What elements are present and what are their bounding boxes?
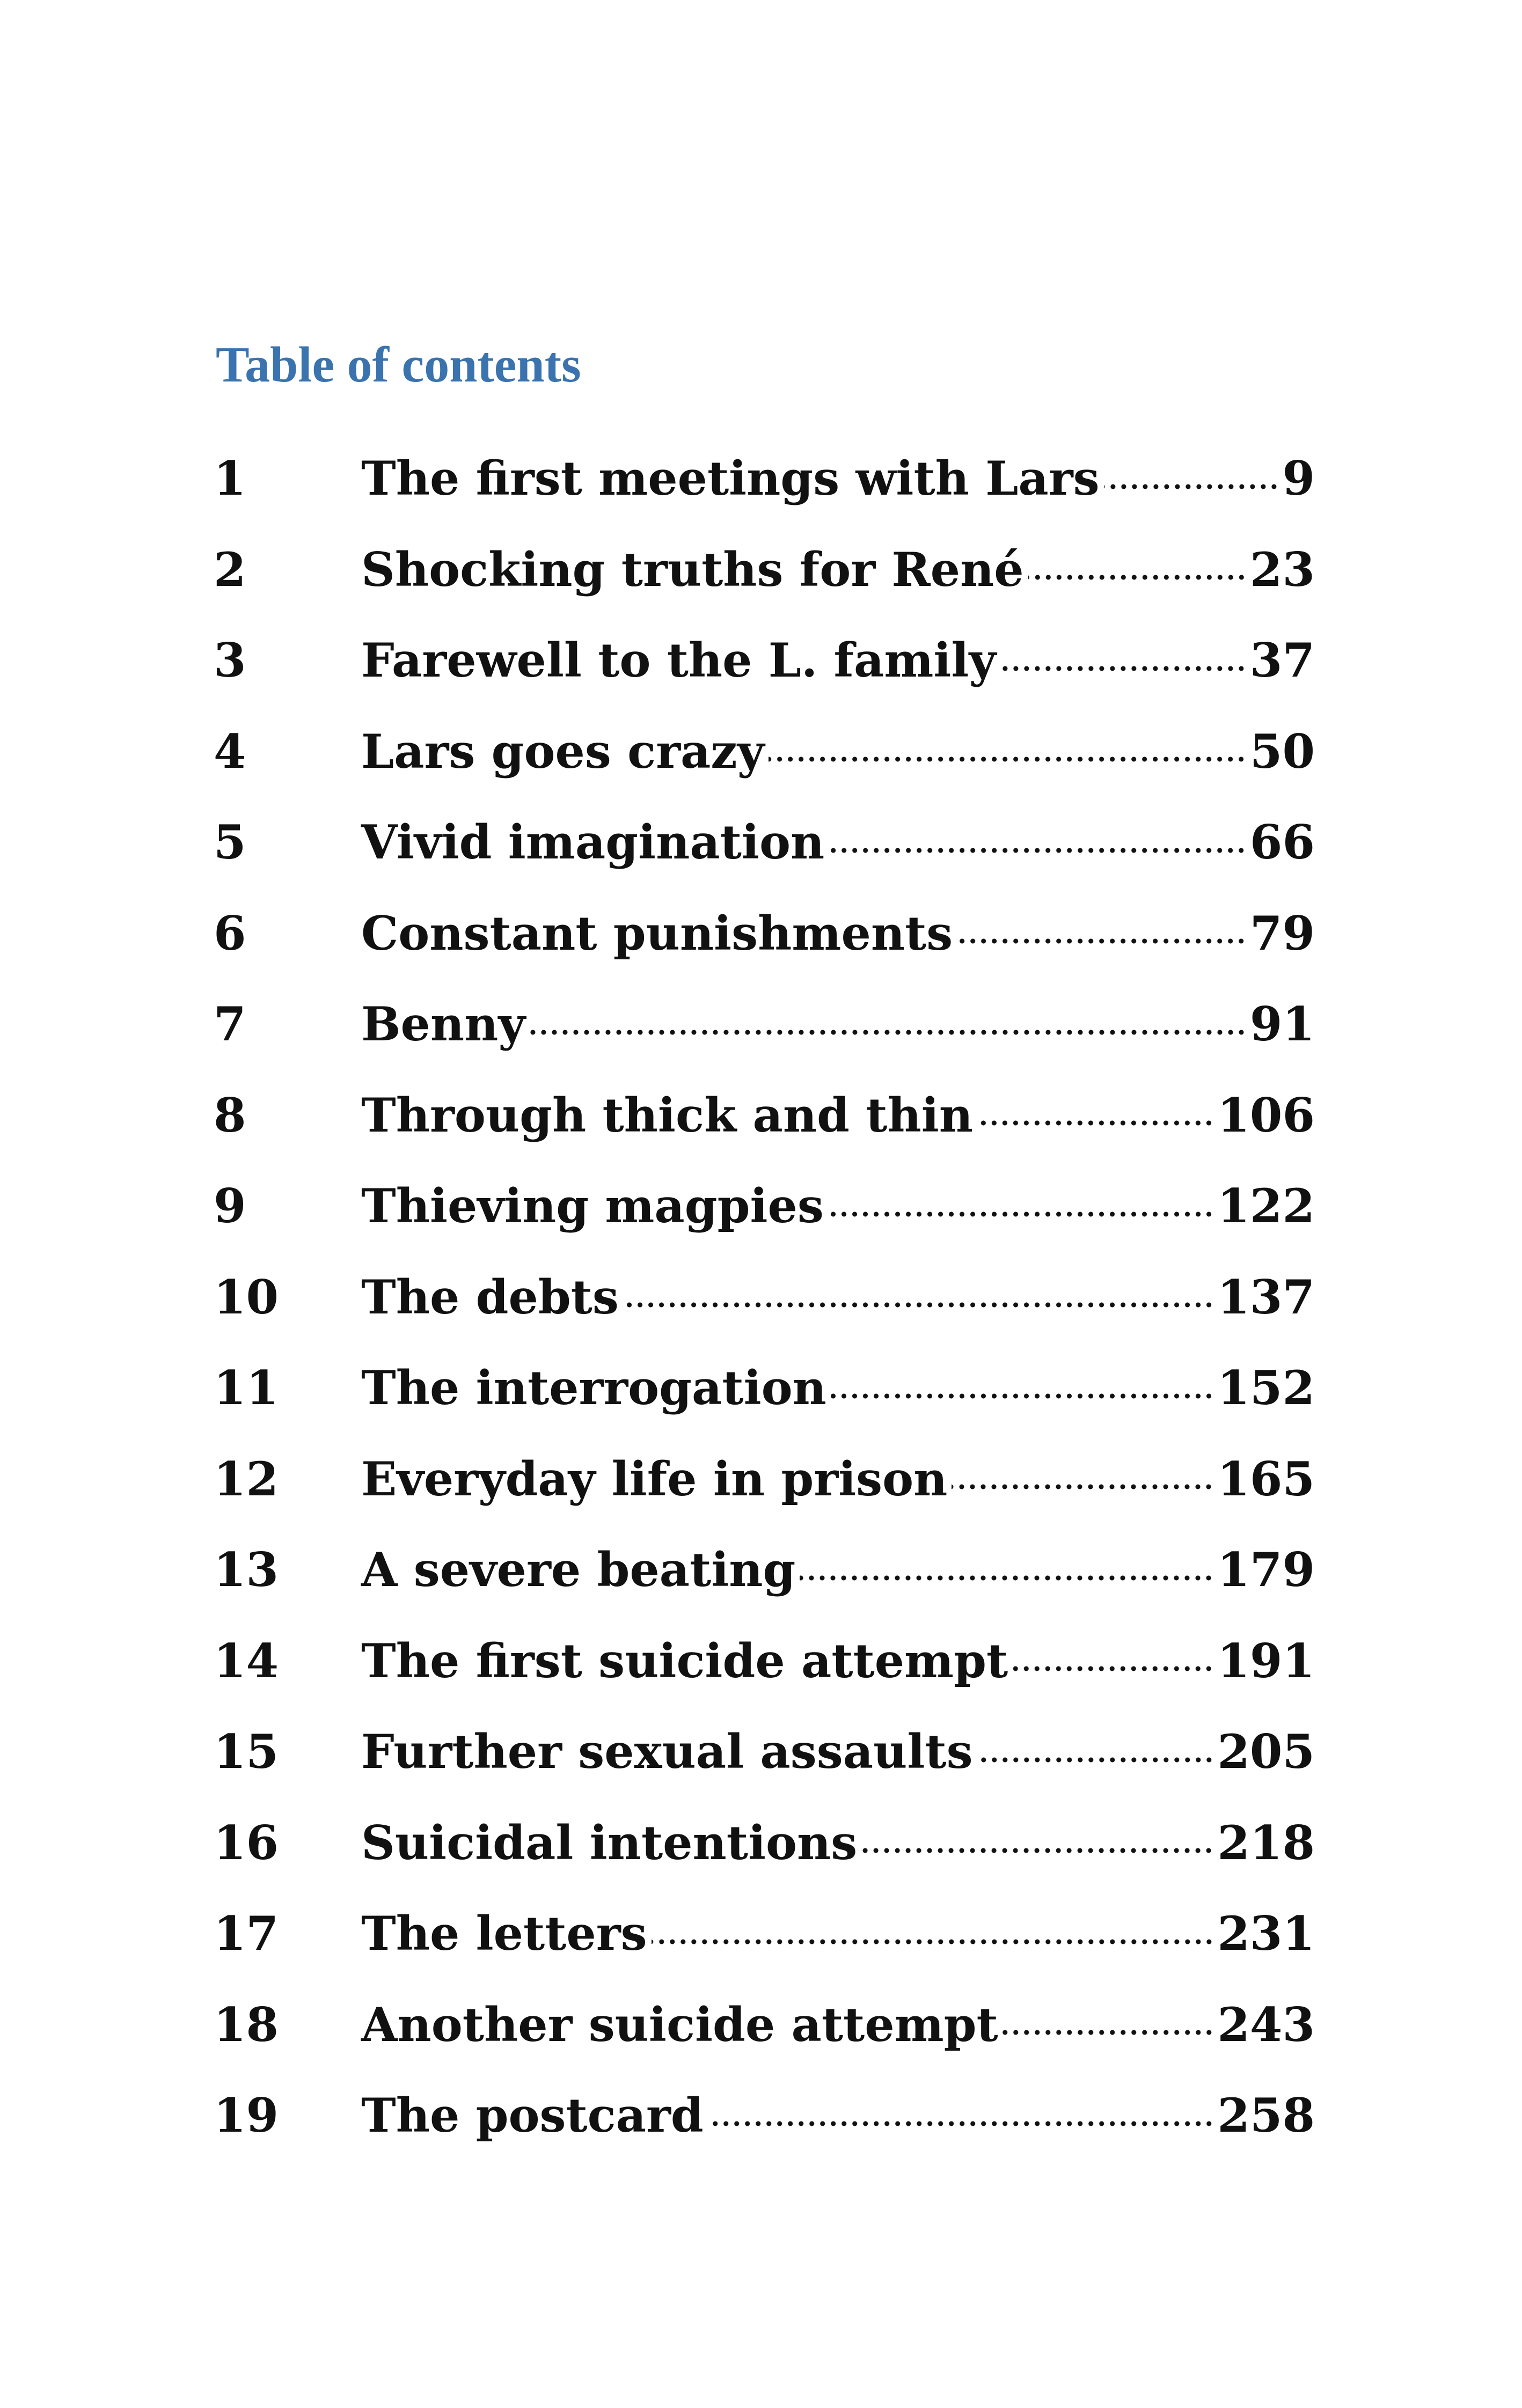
toc-entry-title: The first suicide attempt (361, 1633, 1008, 1688)
toc-entry-number: 14 (214, 1633, 279, 1688)
toc-entry-number: 10 (214, 1269, 279, 1325)
toc-entry-title: Further sexual assaults (361, 1724, 973, 1780)
toc-entry-title: Another suicide attempt (361, 1996, 998, 2052)
toc-dot-leader (708, 2121, 1214, 2126)
toc-entry-number: 2 (214, 541, 246, 597)
toc-entry-number: 7 (214, 996, 246, 1052)
toc-entry-number: 13 (214, 1542, 279, 1598)
toc-entry-page-number: 218 (1217, 1815, 1315, 1870)
toc-entry-title: Vivid imagination (361, 814, 825, 870)
toc-entry-number: 12 (214, 1451, 279, 1507)
toc-entry-title: Farewell to the L. family (361, 633, 997, 688)
toc-entry[interactable] (214, 1616, 1315, 1707)
toc-entry[interactable] (214, 2070, 1315, 2161)
toc-entry[interactable] (214, 524, 1315, 615)
toc-entry[interactable] (214, 1888, 1315, 1979)
toc-dot-leader (977, 1120, 1214, 1126)
toc-entry[interactable] (214, 1252, 1315, 1343)
toc-entry-number: 6 (214, 905, 246, 961)
toc-dot-leader (623, 1302, 1214, 1308)
toc-entry-title: Suicidal intentions (361, 1815, 858, 1870)
toc-entry-page-number: 191 (1217, 1633, 1315, 1688)
toc-entry[interactable] (214, 1161, 1315, 1252)
toc-entry-page-number: 37 (1249, 633, 1315, 688)
toc-entry[interactable] (214, 888, 1315, 979)
toc-entry[interactable] (214, 433, 1315, 524)
toc-list (214, 433, 1315, 2161)
toc-entry-title: The letters (361, 1906, 647, 1962)
toc-dot-leader (1028, 575, 1247, 580)
toc-entry-page-number: 258 (1217, 2088, 1315, 2143)
toc-dot-leader (800, 1575, 1214, 1581)
toc-entry-number: 11 (214, 1360, 279, 1416)
toc-dot-leader (952, 1484, 1214, 1489)
toc-entry[interactable] (214, 706, 1315, 797)
toc-entry-title: The first meetings with Lars (361, 451, 1100, 506)
toc-entry[interactable] (214, 1797, 1315, 1889)
toc-entry[interactable] (214, 1434, 1315, 1525)
toc-entry-page-number: 243 (1217, 1996, 1315, 2052)
toc-entry-title: Shocking truths for René (361, 541, 1024, 597)
toc-entry[interactable] (214, 979, 1315, 1070)
toc-heading: Table of contents (216, 337, 581, 393)
toc-entry-number: 16 (214, 1815, 279, 1870)
toc-entry-page-number: 106 (1217, 1087, 1315, 1143)
toc-entry-page-number: 137 (1217, 1269, 1315, 1325)
toc-entry-page-number: 23 (1249, 541, 1315, 597)
toc-entry-title: Through thick and thin (361, 1087, 974, 1143)
toc-dot-leader (828, 1212, 1214, 1217)
toc-entry-page-number: 122 (1217, 1178, 1315, 1234)
toc-entry-title: A severe beating (361, 1542, 796, 1598)
toc-dot-leader (861, 1848, 1214, 1853)
toc-dot-leader (831, 1393, 1214, 1399)
toc-entry-number: 4 (214, 723, 246, 779)
toc-entry[interactable] (214, 615, 1315, 706)
toc-entry-title: Everyday life in prison (361, 1451, 948, 1507)
toc-entry-number: 15 (214, 1724, 279, 1780)
toc-entry[interactable] (214, 1979, 1315, 2071)
toc-entry[interactable] (214, 1524, 1315, 1616)
toc-entry-number: 3 (214, 633, 246, 688)
toc-entry-number: 8 (214, 1087, 246, 1143)
toc-dot-leader (1104, 484, 1279, 489)
toc-dot-leader (1012, 1666, 1214, 1671)
toc-dot-leader (530, 1030, 1247, 1035)
toc-entry[interactable] (214, 1070, 1315, 1161)
toc-entry-number: 18 (214, 1996, 279, 2052)
toc-entry-page-number: 231 (1217, 1906, 1315, 1962)
toc-entry-page-number: 152 (1217, 1360, 1315, 1416)
toc-entry-number: 9 (214, 1178, 246, 1234)
toc-entry-number: 1 (214, 451, 246, 506)
toc-dot-leader (829, 848, 1247, 853)
toc-entry-page-number: 205 (1217, 1724, 1315, 1780)
toc-entry-title: The interrogation (361, 1360, 826, 1416)
toc-entry-title: Lars goes crazy (361, 723, 765, 779)
toc-entry-page-number: 91 (1249, 996, 1315, 1052)
toc-dot-leader (977, 1757, 1214, 1763)
toc-entry-page-number: 66 (1249, 814, 1315, 870)
toc-entry-page-number: 165 (1217, 1451, 1315, 1507)
toc-entry-page-number: 179 (1217, 1542, 1315, 1598)
toc-entry-page-number: 50 (1249, 723, 1315, 779)
toc-entry-title: Benny (361, 996, 525, 1052)
toc-entry-page-number: 9 (1282, 451, 1315, 506)
toc-entry-title: Constant punishments (361, 905, 953, 961)
toc-entry-title: Thieving magpies (361, 1178, 824, 1234)
toc-entry-title: The debts (361, 1269, 619, 1325)
toc-dot-leader (1000, 666, 1247, 671)
toc-entry-title: The postcard (361, 2088, 704, 2143)
toc-dot-leader (1003, 2030, 1214, 2035)
toc-entry-number: 19 (214, 2088, 279, 2143)
toc-dot-leader (652, 1939, 1214, 1944)
toc-entry[interactable] (214, 797, 1315, 888)
toc-entry-number: 17 (214, 1906, 279, 1962)
toc-entry-number: 5 (214, 814, 246, 870)
toc-dot-leader (769, 757, 1247, 762)
toc-entry[interactable] (214, 1706, 1315, 1797)
toc-entry[interactable] (214, 1342, 1315, 1434)
toc-dot-leader (957, 938, 1247, 944)
toc-entry-page-number: 79 (1249, 905, 1315, 961)
